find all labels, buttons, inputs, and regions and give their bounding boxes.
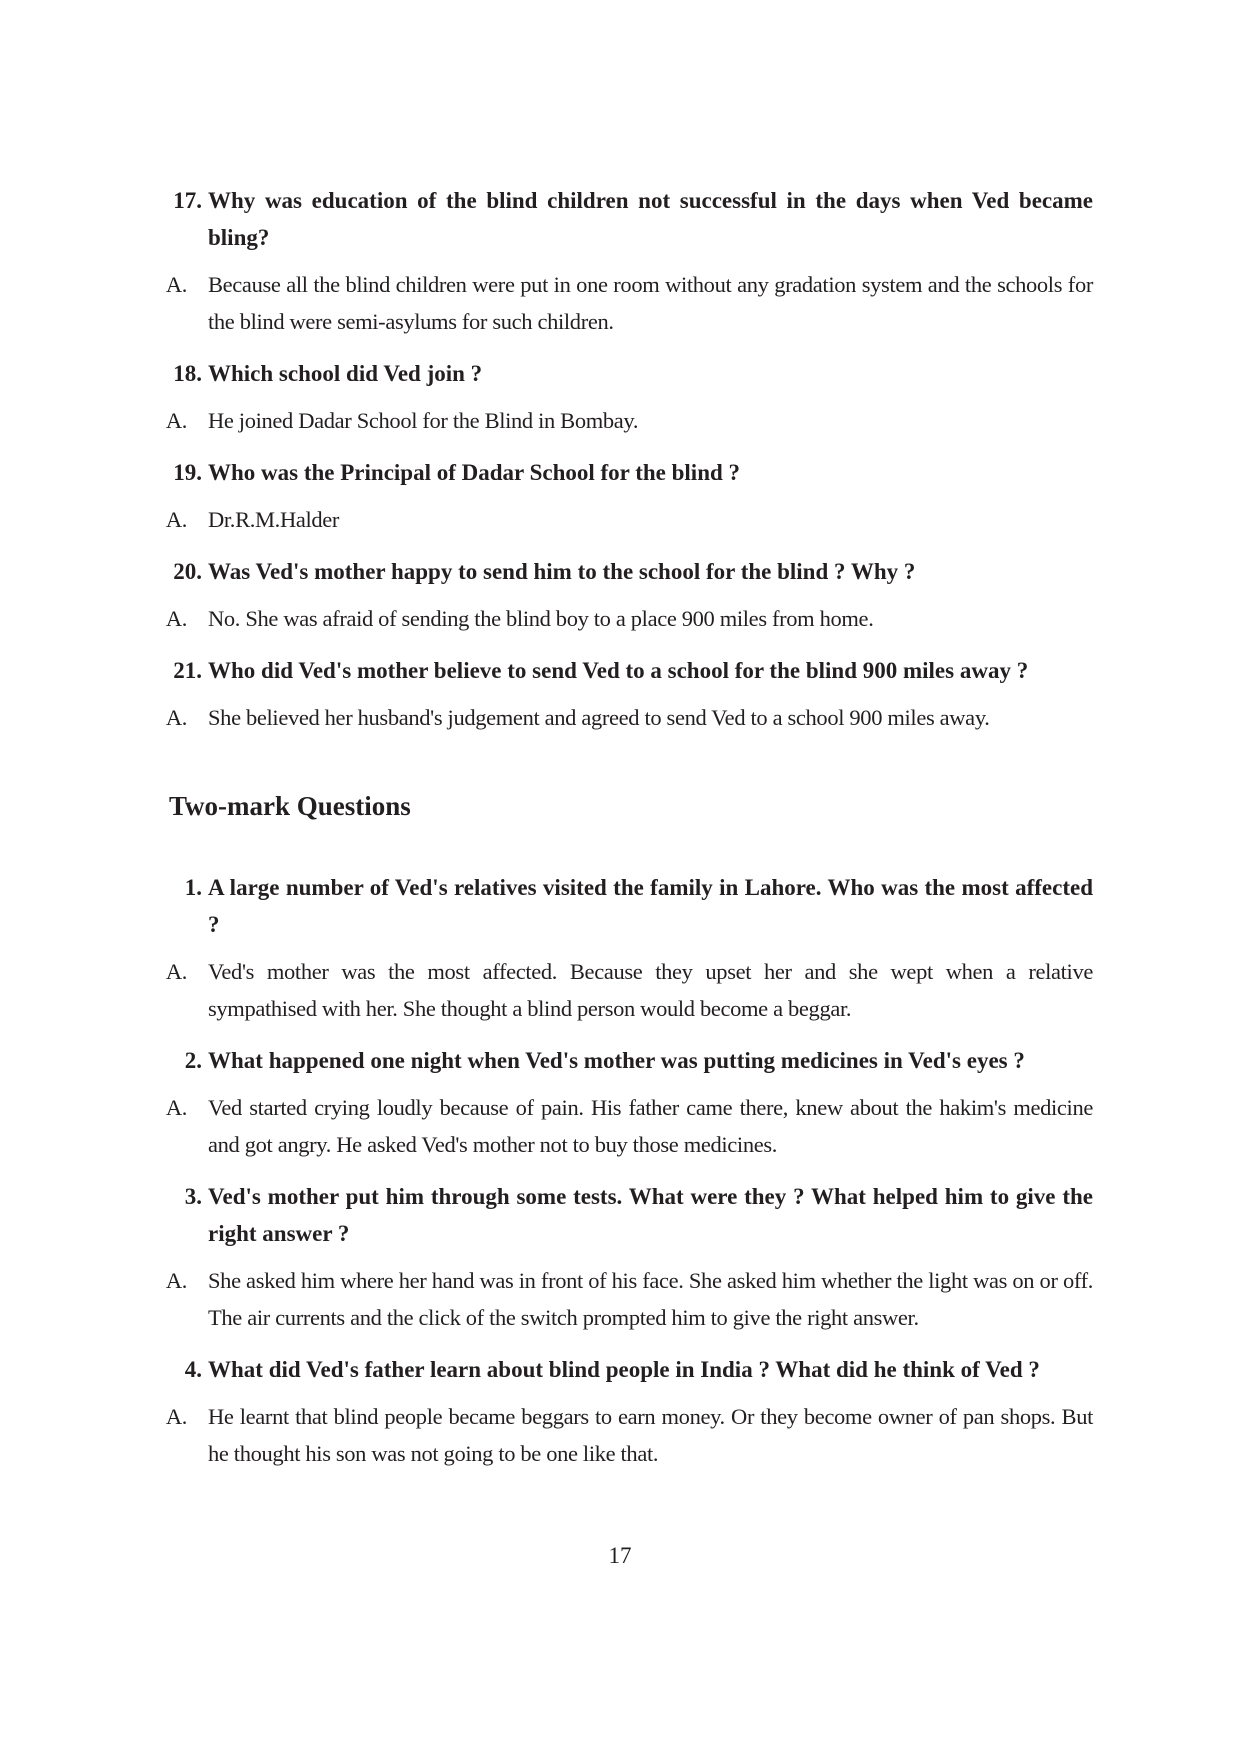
question	[158, 869, 1093, 943]
answer-text: Because all the blind children were put in one room without any gradation system and the schools for the blind were semi-asylums for such children.	[208, 272, 1093, 334]
answer	[158, 699, 1093, 736]
question	[158, 1178, 1093, 1252]
answer-text: She asked him where her hand was in front of his face. She asked him whether the light was on or off. The air currents and the click of the switch prompted him to give the right answer.	[208, 1268, 1093, 1330]
answer-text: No. She was afraid of sending the blind boy to a place 900 miles from home.	[208, 606, 874, 631]
question-text: Which school did Ved join ?	[208, 361, 483, 386]
answer-label: A.	[165, 606, 187, 631]
answer	[158, 501, 1093, 538]
answer-label: A.	[165, 272, 187, 297]
question-text: What happened one night when Ved's mother was putting medicines in Ved's eyes ?	[208, 1048, 1025, 1073]
qa-block-two-mark	[158, 869, 1093, 1487]
answer-text: Dr.R.M.Halder	[208, 507, 340, 532]
answer	[158, 600, 1093, 637]
page-number: 17	[608, 1543, 632, 1568]
question-number: 3.	[184, 1184, 202, 1209]
answer	[158, 1089, 1093, 1163]
question	[158, 553, 1093, 590]
question-number: 21.	[173, 658, 202, 683]
answer-label: A.	[165, 1095, 187, 1120]
answer	[158, 402, 1093, 439]
answer-label: A.	[165, 408, 187, 433]
answer-label: A.	[165, 507, 187, 532]
qa-item-2	[158, 1042, 1093, 1163]
question-number: 1.	[184, 875, 202, 900]
answer-text: She believed her husband's judgement and agreed to send Ved to a school 900 miles away.	[208, 705, 990, 730]
answer-label: A.	[165, 959, 187, 984]
answer	[158, 1398, 1093, 1472]
qa-item-4	[158, 1351, 1093, 1472]
answer	[158, 953, 1093, 1027]
answer-label: A.	[165, 1404, 187, 1429]
question-text: A large number of Ved's relatives visited the family in Lahore. Who was the most affected ?	[208, 875, 1093, 937]
answer-text: Ved's mother was the most affected. Because they upset her and she wept when a relative sympathised with her. She thought a blind person would become a beggar.	[208, 959, 1093, 1021]
question-text: What did Ved's father learn about blind people in India ? What did he think of Ved ?	[208, 1357, 1040, 1382]
question	[158, 652, 1093, 689]
qa-item-21	[158, 652, 1093, 736]
question-number: 18.	[173, 361, 202, 386]
qa-item-1	[158, 869, 1093, 1027]
question	[158, 1351, 1093, 1388]
question-number: 19.	[173, 460, 202, 485]
qa-item-3	[158, 1178, 1093, 1336]
question	[158, 182, 1093, 256]
qa-item-17	[158, 182, 1093, 340]
qa-block-one-mark	[158, 182, 1093, 751]
question-text: Who was the Principal of Dadar School for the blind ?	[208, 460, 741, 485]
question	[158, 454, 1093, 491]
question-number: 17.	[173, 188, 202, 213]
question-number: 4.	[184, 1357, 202, 1382]
qa-item-20	[158, 553, 1093, 637]
answer-text: He learnt that blind people became beggars to earn money. Or they become owner of pan shops. But he thought his son was not going to be one like that.	[208, 1404, 1093, 1466]
answer-text: Ved started crying loudly because of pain. His father came there, knew about the hakim's medicine and got angry. He asked Ved's mother not to buy those medicines.	[208, 1095, 1093, 1157]
qa-item-19	[158, 454, 1093, 538]
answer	[158, 266, 1093, 340]
question-text: Ved's mother put him through some tests. What were they ? What helped him to give the right answer ?	[208, 1184, 1093, 1246]
answer	[158, 1262, 1093, 1336]
question-text: Was Ved's mother happy to send him to the school for the blind ? Why ?	[208, 559, 916, 584]
answer-text: He joined Dadar School for the Blind in Bombay.	[208, 408, 639, 433]
qa-item-18	[158, 355, 1093, 439]
answer-label: A.	[165, 705, 187, 730]
section-heading: Two-mark Questions	[169, 791, 411, 821]
question	[158, 355, 1093, 392]
question-text: Why was education of the blind children not successful in the days when Ved became bling?	[208, 188, 1093, 250]
question-number: 20.	[173, 559, 202, 584]
question	[158, 1042, 1093, 1079]
question-text: Who did Ved's mother believe to send Ved to a school for the blind 900 miles away ?	[208, 658, 1029, 683]
question-number: 2.	[184, 1048, 202, 1073]
answer-label: A.	[165, 1268, 187, 1293]
